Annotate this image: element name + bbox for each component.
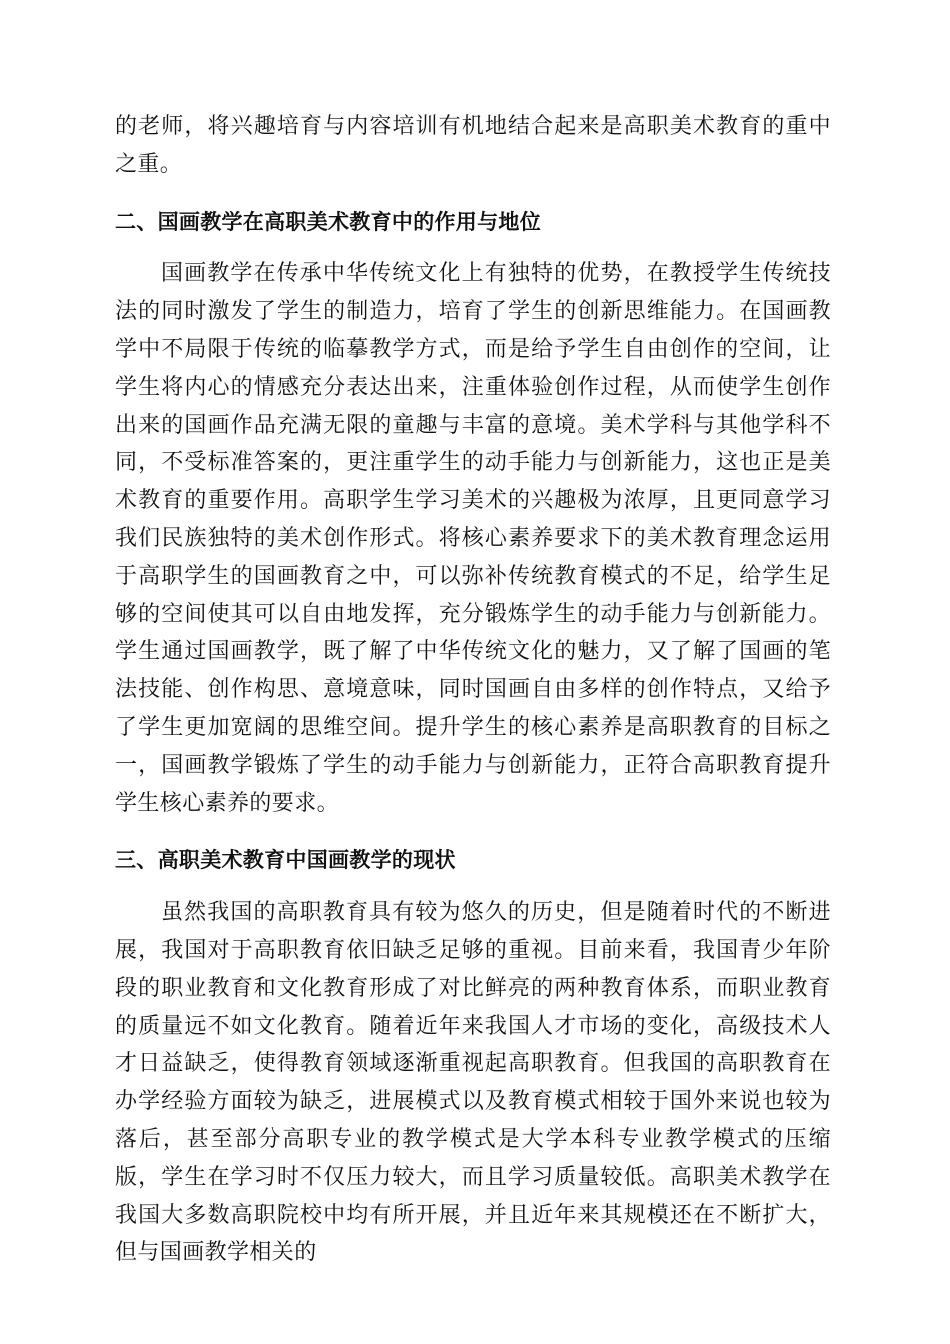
- section-3-paragraph: 虽然我国的高职教育具有较为悠久的历史，但是随着时代的不断进展，我国对于高职教育依旧缺乏足够的重视。目前来看，我国青少年阶段的职业教育和文化教育形成了对比鲜亮的两种教育体系，而职业教育的质量远不如文化教育。随着近年来我国人才市场的变化，高级技术人才日益缺乏，使得教育领域逐渐重视起高职教育。但我国的高职教育在办学经验方面较为缺乏，进展模式以及教育模式相较于国外来说也较为落后，甚至部分高职专业的教学模式是大学本科专业教学模式的压缩版，学生在学习时不仅压力较大，而且学习质量较低。高职美术教学在我国大多数高职院校中均有所开展，并且近年来其规模还在不断扩大，但与国画教学相关的: [115, 900, 831, 1266]
- continuation-paragraph: 的老师，将兴趣培育与内容培训有机地结合起来是高职美术教育的重中之重。: [115, 114, 831, 177]
- section-3-heading: 三、高职美术教育中国画教学的现状: [115, 848, 456, 873]
- document-page: [115, 108, 831, 1272]
- section-2-paragraph: 国画教学在传承中华传统文化上有独特的优势，在教授学生传统技法的同时激发了学生的制造力，培育了学生的创新思维能力。在国画教学中不局限于传统的临摹教学方式，而是给予学生自由创作的空间，让学生将内心的情感充分表达出来，注重体验创作过程，从而使学生创作出来的国画作品充满无限的童趣与丰富的意境。美术学科与其他学科不同，不受标准答案的，更注重学生的动手能力与创新能力，这也正是美术教育的重要作用。高职学生学习美术的兴趣极为浓厚，且更同意学习我们民族独特的美术创作形式。将核心素养要求下的美术教育理念运用于高职学生的国画教育之中，可以弥补传统教育模式的不足，给学生足够的空间使其可以自由地发挥，充分锻炼学生的动手能力与创新能力。学生通过国画教学，既了解了中华传统文化的魅力，又了解了国画的笔法技能、创作构思、意境意味，同时国画自由多样的创作特点，又给予了学生更加宽阔的思维空间。提升学生的核心素养是高职教育的目标之一，国画教学锻炼了学生的动手能力与创新能力，正符合高职教育提升学生核心素养的要求。: [115, 261, 831, 816]
- section-2-heading: 二、国画教学在高职美术教育中的作用与地位: [115, 209, 541, 234]
